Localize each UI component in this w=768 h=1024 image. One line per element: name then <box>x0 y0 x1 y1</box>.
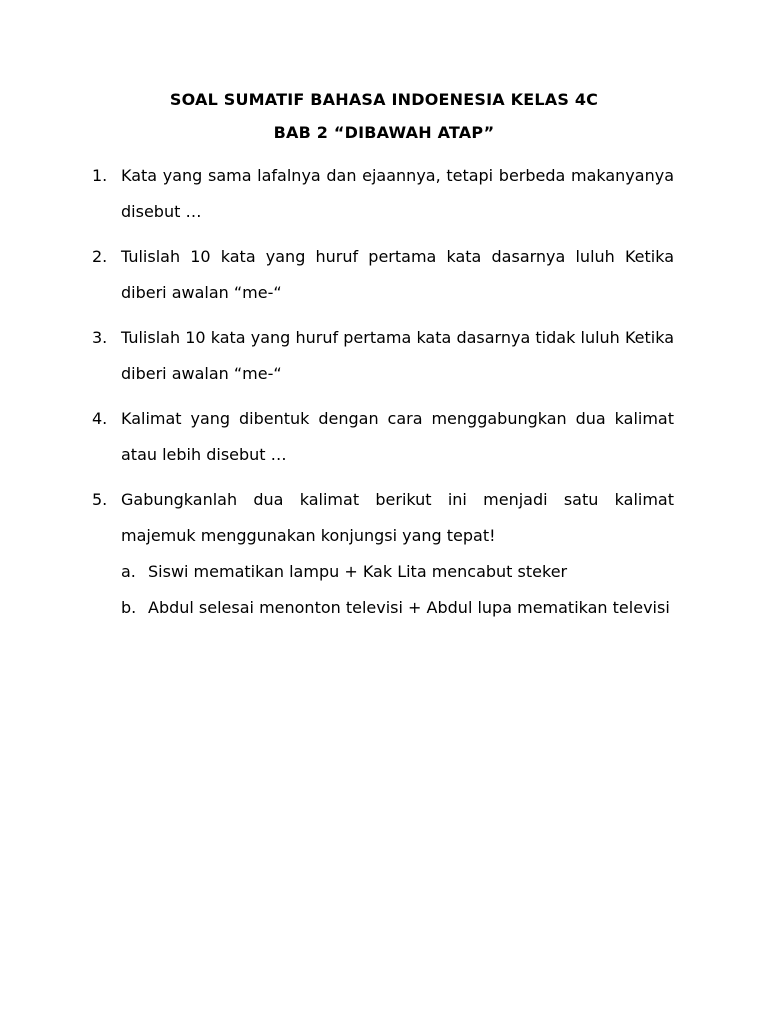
question-item <box>92 401 674 473</box>
question-text: Tulislah 10 kata yang huruf pertama kata dasarnya tidak luluh Ketika diberi awalan “me-“ <box>121 328 674 383</box>
question-item <box>92 320 674 392</box>
sub-question-list <box>121 554 674 626</box>
question-number: 5. <box>92 490 108 509</box>
sub-question-letter: a. <box>121 562 136 581</box>
question-text: Kalimat yang dibentuk dengan cara menggabungkan dua kalimat atau lebih disebut … <box>121 409 674 464</box>
sub-question-text: Abdul selesai menonton televisi + Abdul lupa mematikan televisi <box>148 598 670 617</box>
question-list <box>92 158 674 635</box>
question-number: 2. <box>92 247 108 266</box>
sub-question-item <box>121 590 674 626</box>
question-text: Gabungkanlah dua kalimat berikut ini menjadi satu kalimat majemuk menggunakan konjungsi yang tepat! <box>121 490 674 545</box>
question-text: Tulislah 10 kata yang huruf pertama kata dasarnya luluh Ketika diberi awalan “me-“ <box>121 247 674 302</box>
document-title: SOAL SUMATIF BAHASA INDOENESIA KELAS 4C <box>169 90 599 109</box>
question-number: 4. <box>92 409 108 428</box>
question-number: 1. <box>92 166 108 185</box>
question-item <box>92 482 674 626</box>
question-number: 3. <box>92 328 108 347</box>
sub-question-letter: b. <box>121 598 137 617</box>
question-text: Kata yang sama lafalnya dan ejaannya, tetapi berbeda makanyanya disebut … <box>121 166 674 221</box>
sub-question-item <box>121 554 674 590</box>
question-item <box>92 158 674 230</box>
question-item <box>92 239 674 311</box>
sub-question-text: Siswi mematikan lampu + Kak Lita mencabut steker <box>148 562 568 581</box>
document-subtitle: BAB 2 “DIBAWAH ATAP” <box>273 123 495 142</box>
